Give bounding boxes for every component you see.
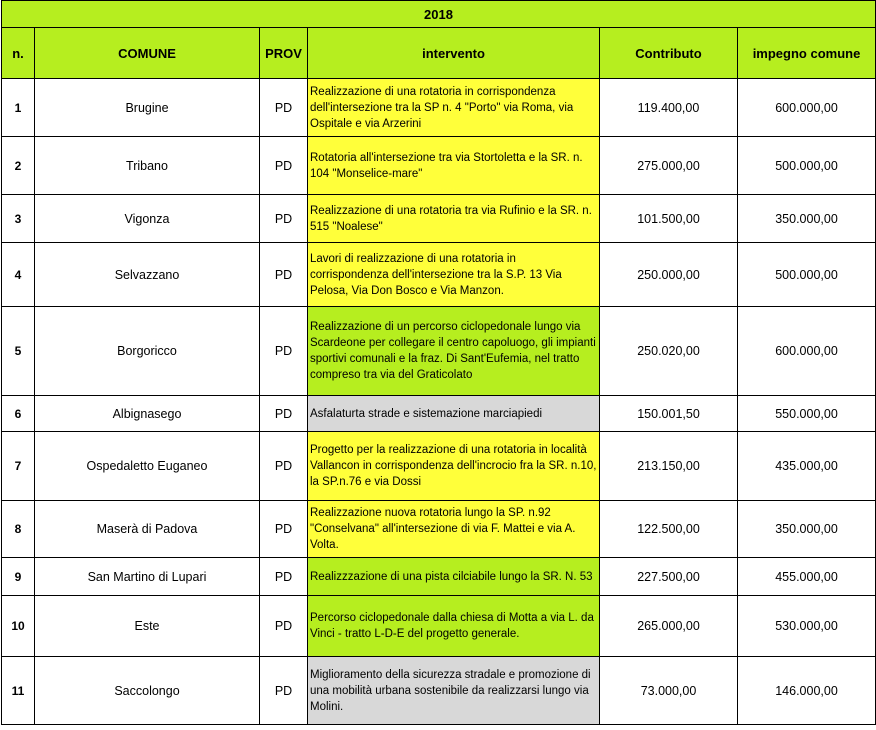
row-number: 1 [2, 79, 35, 137]
impegno-cell: 530.000,00 [738, 596, 876, 657]
contributo-cell: 265.000,00 [600, 596, 738, 657]
row-number: 10 [2, 596, 35, 657]
row-number: 2 [2, 137, 35, 195]
comune-cell: San Martino di Lupari [35, 558, 260, 596]
prov-cell: PD [260, 137, 308, 195]
header-n: n. [2, 28, 35, 79]
contributo-cell: 213.150,00 [600, 432, 738, 501]
header-contributo: Contributo [600, 28, 738, 79]
contributo-cell: 122.500,00 [600, 501, 738, 558]
year-title: 2018 [2, 1, 876, 28]
prov-cell: PD [260, 243, 308, 307]
table-row [2, 596, 876, 657]
contributo-cell: 250.000,00 [600, 243, 738, 307]
intervento-cell: Percorso ciclopedonale dalla chiesa di Motta a via L. da Vinci - tratto L-D-E del progetto generale. [308, 596, 600, 657]
row-number: 6 [2, 396, 35, 432]
impegno-cell: 350.000,00 [738, 501, 876, 558]
header-impegno: impegno comune [738, 28, 876, 79]
table-row [2, 501, 876, 558]
prov-cell: PD [260, 432, 308, 501]
table-row [2, 657, 876, 725]
comune-cell: Saccolongo [35, 657, 260, 725]
contributo-cell: 101.500,00 [600, 195, 738, 243]
impegno-cell: 350.000,00 [738, 195, 876, 243]
table-row [2, 307, 876, 396]
intervento-cell: Realizzazione nuova rotatoria lungo la SP. n.92 "Conselvana" all'intersezione di via F. Mattei e via A. Volta. [308, 501, 600, 558]
prov-cell: PD [260, 596, 308, 657]
comune-cell: Selvazzano [35, 243, 260, 307]
prov-cell: PD [260, 195, 308, 243]
comune-cell: Este [35, 596, 260, 657]
table-row [2, 558, 876, 596]
intervento-cell: Rotatoria all'intersezione tra via Stortoletta e la SR. n. 104 "Monselice-mare" [308, 137, 600, 195]
prov-cell: PD [260, 307, 308, 396]
contributo-cell: 227.500,00 [600, 558, 738, 596]
table-row [2, 243, 876, 307]
table-row [2, 432, 876, 501]
intervento-cell: Miglioramento della sicurezza stradale e promozione di una mobilità urbana sostenibile da realizzarsi lungo via Molini. [308, 657, 600, 725]
prov-cell: PD [260, 501, 308, 558]
comune-cell: Borgoricco [35, 307, 260, 396]
impegno-cell: 550.000,00 [738, 396, 876, 432]
impegno-cell: 455.000,00 [738, 558, 876, 596]
contributo-cell: 275.000,00 [600, 137, 738, 195]
table-row [2, 396, 876, 432]
row-number: 11 [2, 657, 35, 725]
impegno-cell: 500.000,00 [738, 137, 876, 195]
intervento-cell: Realizzazione di una rotatoria in corrispondenza dell'intersezione tra la SP n. 4 "Porto" via Roma, via Ospitale e via Arzerini [308, 79, 600, 137]
comune-cell: Brugine [35, 79, 260, 137]
impegno-cell: 500.000,00 [738, 243, 876, 307]
row-number: 7 [2, 432, 35, 501]
contributo-cell: 119.400,00 [600, 79, 738, 137]
impegno-cell: 600.000,00 [738, 307, 876, 396]
contributo-cell: 150.001,50 [600, 396, 738, 432]
row-number: 8 [2, 501, 35, 558]
intervento-cell: Asfalaturta strade e sistemazione marciapiedi [308, 396, 600, 432]
comune-cell: Ospedaletto Euganeo [35, 432, 260, 501]
header-intervento: intervento [308, 28, 600, 79]
comune-cell: Maserà di Padova [35, 501, 260, 558]
intervento-cell: Lavori di realizzazione di una rotatoria in corrispondenza dell'intersezione tra la S.P. 13 Via Pelosa, Via Don Bosco e Via Manzon. [308, 243, 600, 307]
prov-cell: PD [260, 558, 308, 596]
intervento-cell: Progetto per la realizzazione di una rotatoria in località Vallancon in corrispondenza dell'incrocio fra la SR. n.10, la SP.n.76 e via Dossi [308, 432, 600, 501]
comune-cell: Tribano [35, 137, 260, 195]
intervento-cell: Realizzzazione di una pista cilciabile lungo la SR. N. 53 [308, 558, 600, 596]
contributo-cell: 250.020,00 [600, 307, 738, 396]
table-row [2, 79, 876, 137]
row-number: 9 [2, 558, 35, 596]
comune-cell: Vigonza [35, 195, 260, 243]
intervento-cell: Realizzazione di un percorso ciclopedonale lungo via Scardeone per collegare il centro capoluogo, gli impianti sportivi comunali e la fraz. Di Sant'Eufemia, nel tratto compreso tra via del Graticolato [308, 307, 600, 396]
prov-cell: PD [260, 657, 308, 725]
header-prov: PROV [260, 28, 308, 79]
impegno-cell: 435.000,00 [738, 432, 876, 501]
table-row [2, 195, 876, 243]
impegno-cell: 146.000,00 [738, 657, 876, 725]
prov-cell: PD [260, 79, 308, 137]
prov-cell: PD [260, 396, 308, 432]
row-number: 4 [2, 243, 35, 307]
contributo-cell: 73.000,00 [600, 657, 738, 725]
intervento-cell: Realizzazione di una rotatoria tra via Rufinio e la SR. n. 515 "Noalese" [308, 195, 600, 243]
table-row [2, 137, 876, 195]
row-number: 3 [2, 195, 35, 243]
comune-cell: Albignasego [35, 396, 260, 432]
row-number: 5 [2, 307, 35, 396]
impegno-cell: 600.000,00 [738, 79, 876, 137]
header-comune: COMUNE [35, 28, 260, 79]
interventions-table [1, 0, 876, 725]
